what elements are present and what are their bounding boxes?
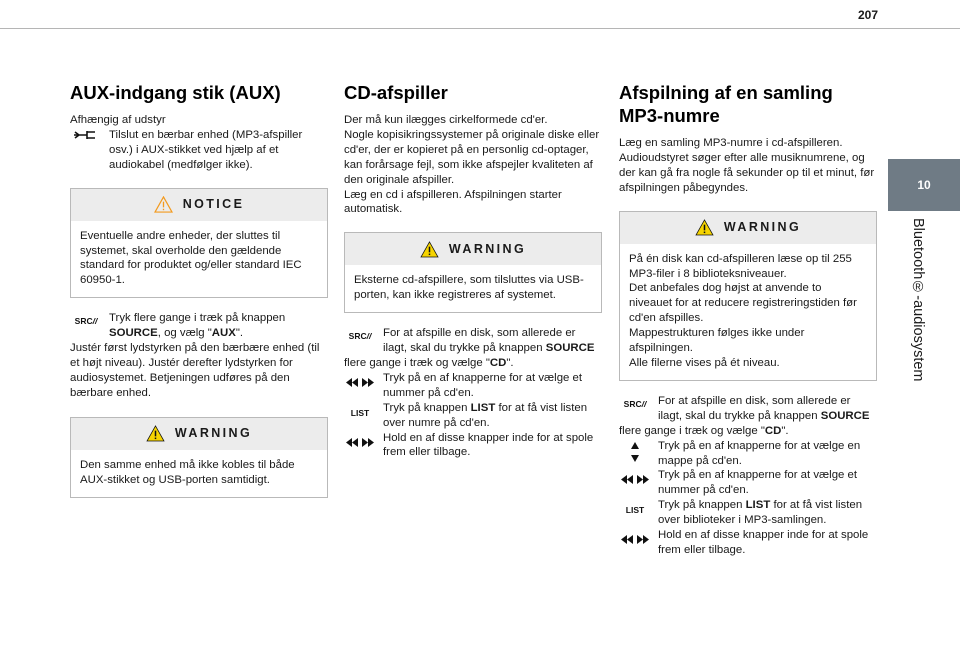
list-text: Tryk på knappen LIST for at få vist listen over numre på cd'en.	[383, 401, 588, 429]
up-down-arrows-icon	[619, 441, 651, 468]
seek-mp3-instruction	[619, 528, 877, 558]
warning-header-aux	[71, 418, 327, 450]
list-button-icon: LIST	[350, 407, 370, 418]
warning-triangle-icon	[146, 425, 165, 442]
notice-triangle-icon	[154, 196, 173, 213]
section-title-cd: CD-afspiller	[344, 82, 448, 103]
seek-text: Hold en af disse knapper inde for at spole frem eller tilbage.	[383, 431, 594, 459]
warning-label-aux: WARNING	[174, 426, 253, 441]
src-button-icon: SRC//	[623, 398, 647, 409]
notice-text: Eventuelle andre enheder, der sluttes til systemet, skal overholde den gældende standard for produktet og/eller standard IEC 60950-1.	[80, 229, 302, 287]
header-divider	[0, 28, 960, 29]
chapter-title: Bluetooth®-audiosystem	[910, 218, 926, 382]
src-button-icon: SRC//	[74, 316, 98, 327]
source-mp3-text-cont: flere gange i træk og vælge "CD".	[619, 424, 789, 437]
folder-select-text: Tryk på en af knapperne for at vælge en mappe på cd'en.	[658, 439, 861, 467]
seek-arrows-icon	[344, 437, 376, 452]
warning-text-cd: Eksterne cd-afspillere, som tilsluttes via USB-porten, kan ikke registreres af systemet.	[354, 274, 584, 302]
list-mp3-instruction	[619, 498, 877, 528]
seek-arrows-icon	[619, 534, 651, 549]
page-number: 207	[858, 8, 879, 22]
warning-text-aux: Den samme enhed må ikke kobles til både AUX-stikket og USB-porten samtidigt.	[80, 458, 295, 486]
equipment-note: Afhængig af udstyr	[70, 114, 166, 126]
seek-mp3-text: Hold en af disse knapper inde for at spole frem eller tilbage.	[658, 529, 869, 556]
section-title-mp3: Afspilning af en samling MP3-numre	[619, 82, 833, 126]
track-select-text: Tryk på en af knapperne for at vælge et nummer på cd'en.	[383, 371, 583, 399]
source-mp3-text: For at afspille en disk, som allerede er ilagt, skal du trykke på knappen SOURCE	[658, 394, 870, 422]
warning-mp3-line-3: Mappestrukturen følges ikke under afspilningen.	[629, 327, 805, 355]
mp3-intro-2: Audioudstyret søger efter alle musiknumrene, og der kan gå fra nogle få sekunder op til et minut, før afspilningen påbegyndes.	[619, 151, 875, 194]
warning-triangle-icon	[695, 219, 714, 236]
source-cd-text: For at afspille en disk, som allerede er ilagt, skal du trykke på knappen SOURCE	[383, 327, 595, 355]
warning-box-cd	[344, 232, 602, 313]
warning-mp3-line-1: På én disk kan cd-afspilleren læse op til 255 MP3-filer i 8 biblioteksniveauer.	[629, 252, 852, 280]
seek-instruction	[344, 431, 602, 461]
track-select-mp3-text: Tryk på en af knapperne for at vælge et nummer på cd'en.	[658, 469, 858, 497]
section-title-aux: AUX-indgang stik (AUX)	[70, 82, 281, 103]
notice-label: NOTICE	[182, 197, 245, 212]
source-aux-text: Tryk flere gange i træk på knappen SOURCE, og vælg "AUX".	[109, 312, 286, 340]
warning-label-mp3: WARNING	[723, 220, 802, 235]
column-aux	[70, 81, 328, 498]
source-mp3-instruction	[619, 394, 877, 424]
column-cd	[344, 81, 602, 460]
notice-header	[71, 189, 327, 221]
column-mp3	[619, 81, 877, 558]
list-button-icon: LIST	[625, 505, 645, 516]
warning-header-mp3	[620, 212, 876, 244]
src-button-icon: SRC//	[348, 331, 372, 342]
track-select-instruction	[344, 371, 602, 401]
source-aux-instruction	[70, 311, 328, 341]
cd-intro-2: Nogle kopisikringssystemer på originale diske eller cd'er, der er kopieret på en personlig cd-optager, kan forårsage fejl, som ikke afspejler kvaliteten af den originale afspiller.	[344, 128, 600, 186]
warning-mp3-line-2: Det anbefales dog højst at anvende to niveauet for at reducere registreringstiden før cd'en afspilles.	[629, 282, 857, 325]
warning-box-aux	[70, 417, 328, 498]
source-cd-instruction	[344, 326, 602, 356]
source-cd-text-cont: flere gange i træk og vælge "CD".	[344, 356, 514, 369]
mp3-intro-1: Læg en samling MP3-numre i cd-afspilleren.	[619, 137, 843, 149]
track-select-mp3-instruction	[619, 468, 877, 498]
aux-instruction-text: Tilslut en bærbar enhed (MP3-afspiller osv.) i AUX-stikket ved hjælp af et audiokabel (medfølger ikke).	[109, 128, 303, 171]
cd-intro-3: Læg en cd i afspilleren. Afspilningen starter automatisk.	[344, 188, 562, 216]
warning-header-cd	[345, 233, 601, 265]
aux-cable-icon	[70, 128, 102, 147]
warning-label-cd: WARNING	[448, 241, 527, 256]
warning-mp3-line-4: Alle filerne vises på ét niveau.	[629, 356, 780, 369]
folder-select-instruction	[619, 439, 877, 469]
warning-triangle-icon	[420, 241, 439, 258]
volume-adjust-text: Justér først lydstyrken på den bærbære enhed (til et højt niveau). Justér derefter lydstyrken for audiosystemet. Betjeningen udføres på den bærbare enhed.	[70, 342, 320, 399]
cd-intro-1: Der må kun ilægges cirkelformede cd'er.	[344, 114, 548, 126]
list-mp3-text: Tryk på knappen LIST for at få vist listen over biblioteker i MP3-samlingen.	[658, 499, 863, 527]
chapter-tab-number: 10	[917, 178, 931, 192]
list-instruction	[344, 401, 602, 431]
notice-box	[70, 188, 328, 299]
prev-next-arrows-icon	[344, 377, 376, 392]
prev-next-arrows-icon	[619, 474, 651, 489]
aux-instruction	[70, 128, 328, 173]
warning-box-mp3	[619, 211, 877, 381]
chapter-tab[interactable]	[888, 159, 960, 211]
